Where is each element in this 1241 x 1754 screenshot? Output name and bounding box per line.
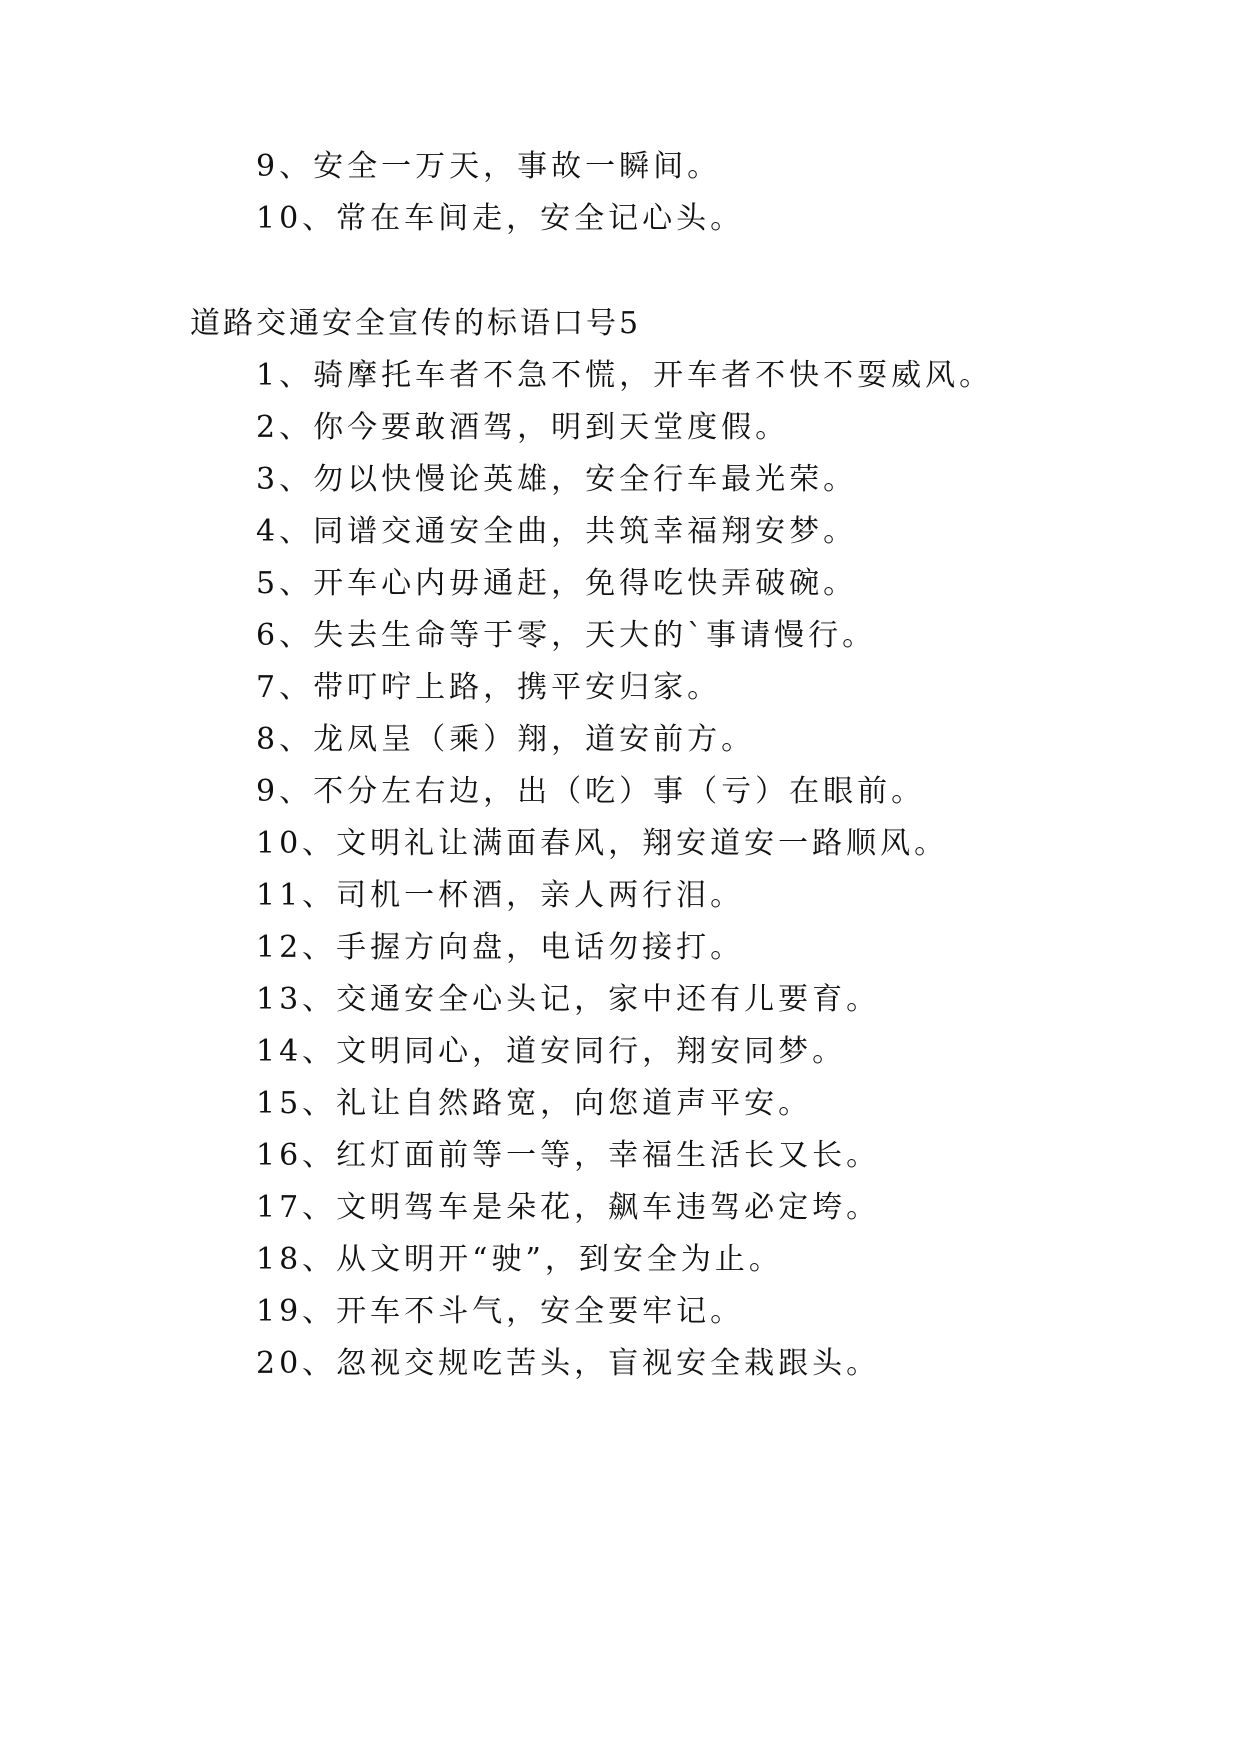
list-item: 13、交通安全心头记，家中还有儿要育。 (256, 982, 881, 1017)
list-item: 11、司机一杯酒，亲人两行泪。 (256, 878, 745, 913)
list-item: 3、勿以快慢论英雄，安全行车最光荣。 (256, 462, 858, 497)
list-item: 1、骑摩托车者不急不慌，开车者不快不耍威风。 (256, 358, 994, 393)
list-item: 10、文明礼让满面春风，翔安道安一路顺风。 (256, 826, 949, 861)
list-item: 2、你今要敢酒驾，明到天堂度假。 (256, 410, 790, 445)
list-item: 20、忽视交规吃苦头，盲视安全栽跟头。 (256, 1346, 881, 1381)
list-item: 8、龙凤呈（乘）翔，道安前方。 (256, 722, 756, 757)
list-item: 4、同谱交通安全曲，共筑幸福翔安梦。 (256, 514, 858, 549)
list-item: 10、常在车间走，安全记心头。 (256, 201, 745, 236)
list-item: 16、红灯面前等一等，幸福生活长又长。 (256, 1138, 881, 1173)
list-item: 15、礼让自然路宽，向您道声平安。 (256, 1086, 813, 1121)
list-item: 5、开车心内毋通赶，免得吃快弄破碗。 (256, 566, 858, 601)
list-item: 19、开车不斗气，安全要牢记。 (256, 1294, 745, 1329)
list-item: 12、手握方向盘，电话勿接打。 (256, 930, 745, 965)
list-item: 18、从文明开“驶”，到安全为止。 (256, 1242, 783, 1277)
list-item: 17、文明驾车是朵花，飙车违驾必定垮。 (256, 1190, 881, 1225)
list-item: 9、不分左右边，出（吃）事（亏）在眼前。 (256, 774, 926, 809)
list-item: 14、文明同心，道安同行，翔安同梦。 (256, 1034, 847, 1069)
section-heading: 道路交通安全宣传的标语口号5 (190, 306, 642, 341)
list-item: 6、失去生命等于零，天大的`事请慢行。 (256, 618, 877, 653)
list-item: 7、带叮咛上路，携平安归家。 (256, 670, 722, 705)
list-item: 9、安全一万天，事故一瞬间。 (256, 149, 722, 184)
